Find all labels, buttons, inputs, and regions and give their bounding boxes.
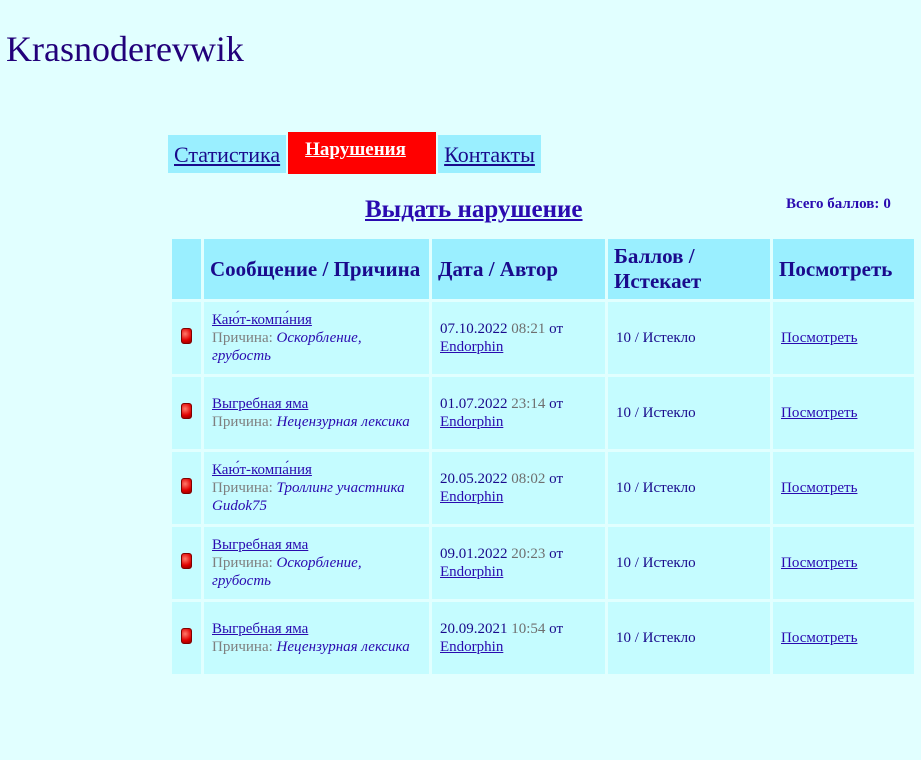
view-link[interactable]: Посмотреть — [781, 405, 858, 421]
table-header-row — [172, 239, 914, 299]
points-expires: 10 / Истекло — [608, 527, 770, 599]
violation-date: 09.01.2022 — [440, 546, 508, 562]
reason-label: Причина: — [212, 330, 273, 346]
author-link[interactable]: Endorphin — [440, 414, 504, 430]
red-marker-icon — [181, 328, 192, 344]
date-author-cell — [432, 302, 605, 374]
reason-text: Нецензурная лексика — [276, 639, 410, 655]
total-points — [786, 196, 891, 213]
header-message: Сообщение / Причина — [204, 239, 429, 299]
by-label: от — [549, 621, 564, 637]
header-view: Посмотреть — [773, 239, 914, 299]
view-link[interactable]: Посмотреть — [781, 330, 858, 346]
tab-violations[interactable]: Нарушения — [288, 132, 436, 174]
tab-bar — [168, 132, 543, 174]
header-date-author: Дата / Автор — [432, 239, 605, 299]
table-row — [172, 302, 914, 374]
date-author-cell — [432, 377, 605, 449]
marker-cell — [172, 452, 201, 524]
view-cell — [773, 377, 914, 449]
view-link[interactable]: Посмотреть — [781, 555, 858, 571]
reason-label: Причина: — [212, 480, 273, 496]
violation-date: 20.09.2021 — [440, 621, 508, 637]
forum-link[interactable]: Каю́т-компа́ния — [212, 312, 312, 328]
date-author-cell — [432, 452, 605, 524]
view-link[interactable]: Посмотреть — [781, 480, 858, 496]
reason-label: Причина: — [212, 639, 273, 655]
total-points-label: Всего баллов: — [786, 196, 880, 212]
reason-label: Причина: — [212, 414, 273, 430]
points-expires: 10 / Истекло — [608, 602, 770, 674]
violations-rows — [172, 302, 914, 674]
points-expires: 10 / Истекло — [608, 377, 770, 449]
view-cell — [773, 602, 914, 674]
author-link[interactable]: Endorphin — [440, 339, 504, 355]
table-row — [172, 602, 914, 674]
view-link[interactable]: Посмотреть — [781, 630, 858, 646]
date-author-cell — [432, 527, 605, 599]
forum-link[interactable]: Каю́т-компа́ния — [212, 462, 312, 478]
by-label: от — [549, 396, 564, 412]
red-marker-icon — [181, 478, 192, 494]
violations-table — [169, 236, 917, 677]
site-title: Krasnoderevwik — [6, 29, 244, 69]
message-cell — [204, 452, 429, 524]
issue-violation-link[interactable]: Выдать нарушение — [365, 196, 583, 223]
header-marker — [172, 239, 201, 299]
date-author-cell — [432, 602, 605, 674]
table-row — [172, 452, 914, 524]
by-label: от — [549, 321, 564, 337]
forum-link[interactable]: Выгребная яма — [212, 396, 309, 412]
tab-statistics[interactable]: Статистика — [168, 135, 286, 173]
view-cell — [773, 302, 914, 374]
author-link[interactable]: Endorphin — [440, 489, 504, 505]
total-points-value: 0 — [883, 196, 891, 212]
violation-date: 20.05.2022 — [440, 471, 508, 487]
red-marker-icon — [181, 553, 192, 569]
violation-date: 07.10.2022 — [440, 321, 508, 337]
reason-text: Троллинг участника Gudok75 — [212, 480, 405, 514]
table-row — [172, 527, 914, 599]
marker-cell — [172, 602, 201, 674]
by-label: от — [549, 471, 564, 487]
message-cell — [204, 377, 429, 449]
by-label: от — [549, 546, 564, 562]
violation-date: 01.07.2022 — [440, 396, 508, 412]
view-cell — [773, 527, 914, 599]
violation-time: 10:54 — [511, 621, 546, 637]
reason-label: Причина: — [212, 555, 273, 571]
violation-time: 08:02 — [511, 471, 546, 487]
forum-link[interactable]: Выгребная яма — [212, 621, 309, 637]
marker-cell — [172, 527, 201, 599]
marker-cell — [172, 377, 201, 449]
marker-cell — [172, 302, 201, 374]
forum-link[interactable]: Выгребная яма — [212, 537, 309, 553]
red-marker-icon — [181, 403, 192, 419]
message-cell — [204, 602, 429, 674]
table-row — [172, 377, 914, 449]
violation-time: 20:23 — [511, 546, 546, 562]
reason-text: Оскорбление, грубость — [212, 555, 362, 589]
points-expires: 10 / Истекло — [608, 452, 770, 524]
message-cell — [204, 527, 429, 599]
view-cell — [773, 452, 914, 524]
message-cell — [204, 302, 429, 374]
author-link[interactable]: Endorphin — [440, 639, 504, 655]
points-expires: 10 / Истекло — [608, 302, 770, 374]
violation-time: 23:14 — [511, 396, 546, 412]
reason-text: Нецензурная лексика — [276, 414, 410, 430]
violation-time: 08:21 — [511, 321, 546, 337]
author-link[interactable]: Endorphin — [440, 564, 504, 580]
red-marker-icon — [181, 628, 192, 644]
header-points-expires: Баллов / Истекает — [608, 239, 770, 299]
tab-contacts[interactable]: Контакты — [438, 135, 541, 173]
reason-text: Оскорбление, грубость — [212, 330, 362, 364]
